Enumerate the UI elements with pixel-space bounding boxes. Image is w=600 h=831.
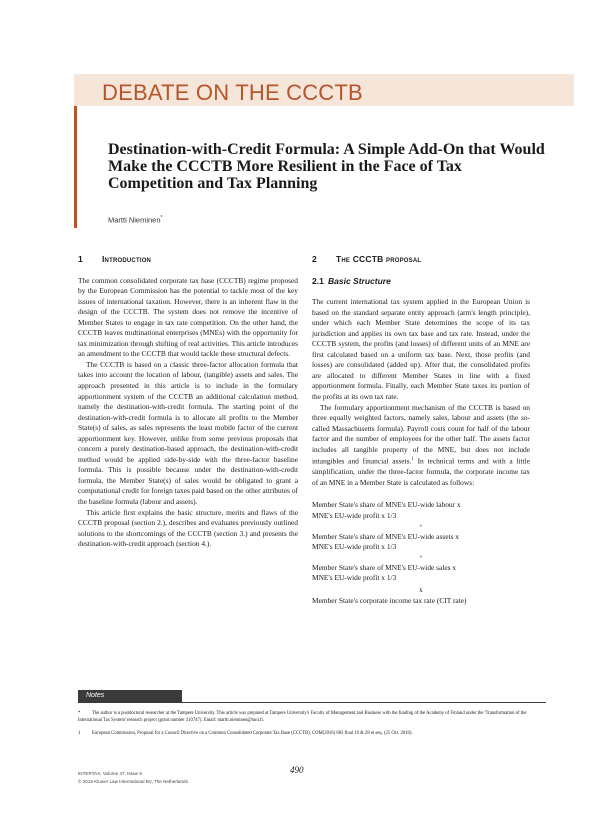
paragraph (312, 403, 530, 489)
subsection-2-1-heading (312, 276, 530, 287)
paragraph: The CCCTB is based on a classic three-factor allocation formula that takes into account the location of labour, (tangible) assets and sales. The approach presented in this article is to include in the formulary apportionment system of the CCCTB an additional calculation method, namely the destination-with-credit formula. The starting point of the destination-with-credit formula is to allocate all profits to the Member State(s) of sales, as sales represents the least mobile factor of the current apportionment key. However, unlike from some previous proposals that concern a purely destination-based approach, the destination-with-credit method would be applied side-by-side with the three-factor baseline formula. This is possible because under the destination-with-credit formula, the Member State(s) of sales would be obligated to grant a computational credit for foreign taxes paid based on the other attributes of the baseline formula (labour and assets). (78, 359, 298, 507)
paragraph: The common consolidated corporate tax base (CCCTB) regime proposed by the European Commission has the potential to tackle most of the key issues of international taxation. However, there is an inherent flaw in the design of the CCCTB. The system does not remove the incentive of Member States to engage in tax rate competition. On the other hand, the CCCTB leaves multinational enterprises (MNEs) with the opportunity for tax minimization through shifting of real activities. This article introduces an amendment to the CCCTB that would tackle these structural defects. (78, 275, 298, 359)
times-operator: x (419, 584, 423, 594)
right-column (312, 254, 530, 606)
paragraph-text: In technical terms and with a little simplification, under the three-factor formula, the corporate income tax of an MNE in a Member State is calculated as follows: (312, 456, 530, 487)
section-2-title: The CCCTB proposal (336, 254, 422, 264)
subsection-title: Basic Structure (328, 275, 391, 286)
journal-citation: INTERTAX, Volume 47, Issue 5 (78, 771, 142, 776)
section-1-heading (78, 254, 298, 265)
footnote (78, 730, 546, 737)
formula-line: MNE's EU-wide profit x 1/3 (312, 542, 397, 552)
section-banner-title: DEBATE ON THE CCCTB (102, 80, 363, 105)
plus-operator: + (419, 554, 423, 561)
section-1-number: 1 (78, 254, 83, 264)
section-2-number: 2 (312, 254, 317, 264)
author-footnote-mark[interactable]: * (160, 215, 163, 221)
formula-line: Member State's share of MNE's EU-wide sales x (312, 562, 457, 572)
footnote-text: European Commission, Proposal for a Council Directive on a Common Consolidated Corporate Tax Base (CCCTB), COM(2016) 683 final 10 & 28 et seq. (25 Oct. 2016). (92, 731, 413, 736)
paragraph: The current international tax system applied in the European Union is based on the standard separate entity approach (arm's length principle), under which each Member State determines the scope of its tax jurisdiction and applies its own tax base and tax rate. Instead, under the CCCTB system, the profits (and losses) of different units of an MNE are first calculated based on a uniform tax base. Next, those profits (and losses) are consolidated (added up). After that, the consolidated profits are allocated to different Member States in line with a fixed apportionment formula. Finally, each Member State taxes its portion of the profits at its own tax rate. (312, 297, 530, 402)
formula-line: Member State's share of MNE's EU-wide assets x (312, 531, 459, 541)
accent-rule (74, 106, 77, 228)
formula-line: MNE's EU-wide profit x 1/3 (312, 510, 397, 520)
copyright-line: © 2019 Kluwer Law International BV, The Netherlands (78, 779, 188, 784)
subsection-number: 2.1 (312, 275, 324, 286)
formula-line: Member State's corporate income tax rate (CIT rate) (312, 595, 467, 605)
journal-footer (78, 770, 188, 786)
formula-line: Member State's share of MNE's EU-wide labour x (312, 500, 461, 510)
left-column (78, 254, 298, 550)
notes-divider (78, 702, 546, 703)
paragraph: This article first explains the basic structure, merits and flaws of the CCCTB proposal (section 2.), describes and evaluates previously outlined solutions to the shortcomings of the CCCTB (section 3.) and presents the destination-with-credit approach (section 4.). (78, 507, 298, 549)
footnote-mark: 1 (78, 731, 81, 736)
footnote-mark: * (78, 711, 81, 716)
formula-line: MNE's EU-wide profit x 1/3 (312, 573, 397, 583)
section-1-title: Introduction (102, 254, 152, 264)
page-number: 490 (290, 765, 304, 775)
footnote-ref-1[interactable]: 1 (411, 457, 414, 463)
apportionment-formula (312, 500, 530, 606)
author-name: Martti Nieminen (108, 215, 161, 225)
footnote-text: The author is a postdoctoral researcher at the Tampere University. This article was prepared at Tampere University's Faculty of Management and Business with the funding of the Academy of Finland under the 'Transformation of the International Tax System' research project (grant number 310747). Email: martti.nieminen@tuni.fi. (78, 711, 527, 723)
paragraph-text: The formulary apportionment mechanism of the CCCTB is based on three equally weighted factors, namely sales, labour and assets (the so-called Massachusetts formula). Payroll costs count for half of the labour factor and the number of employees for the other half. The assets factor includes all tangible property of the MNE, but does not include intangibles and financial assets. (312, 402, 530, 466)
footnote (78, 710, 546, 724)
author-line (108, 215, 162, 225)
plus-operator: + (419, 523, 423, 530)
notes-label: Notes (78, 690, 182, 702)
article-title: Destination-with-Credit Formula: A Simple Add-On that Would Make the CCCTB More Resilient in the Face of Tax Competition and Tax Planning (108, 141, 545, 192)
section-2-heading (312, 254, 530, 265)
